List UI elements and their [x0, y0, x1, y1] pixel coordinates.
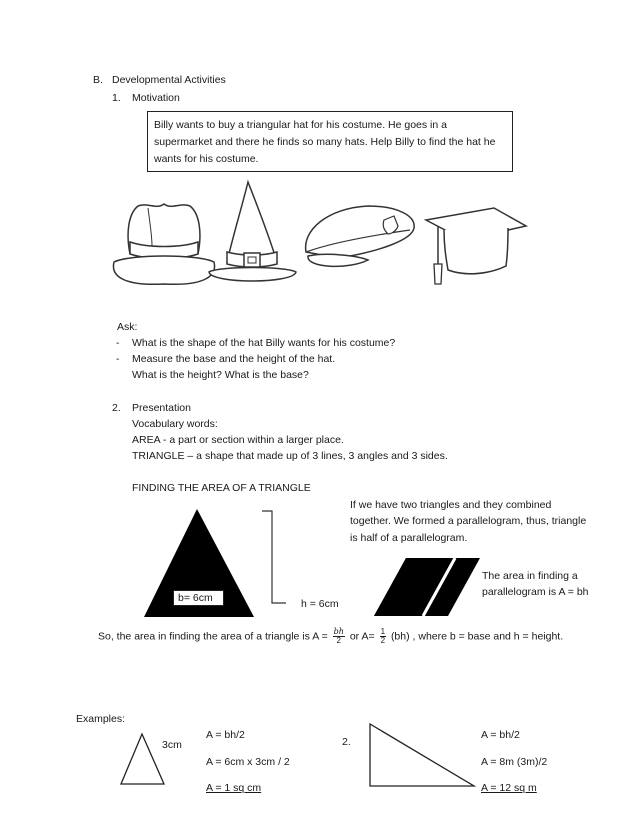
base-label: b= 6cm	[173, 590, 224, 606]
formula-suffix: (bh) , where b = base and h = height.	[390, 630, 564, 643]
motivation-title: Motivation	[132, 92, 180, 104]
vocab-label: Vocabulary words:	[132, 418, 218, 430]
section-heading: Developmental Activities	[112, 74, 226, 86]
parallelogram-figure	[372, 556, 487, 620]
presentation-title: Presentation	[132, 402, 191, 414]
witch-hat-icon	[205, 180, 300, 290]
example-1-side-label: 3cm	[162, 739, 182, 751]
example-1-answer: A = 1 sq cm	[206, 782, 262, 794]
formula-fraction-half: $\frac{1}{2}$	[380, 627, 386, 645]
formula-or: or A=	[349, 630, 375, 643]
formula-fraction-bh: $\frac{bh}{2}$	[333, 627, 344, 645]
ask-item-1: What is the shape of the hat Billy wants for his costume?	[132, 337, 396, 349]
presentation-marker: 2.	[112, 402, 121, 414]
story-box: Billy wants to buy a triangular hat for his costume. He goes in a supermarket and there he finds so many hats. Help Billy to find the hat he wants for his costume.	[147, 111, 513, 172]
police-cap-icon	[298, 200, 420, 272]
example-2-formula: A = bh/2	[481, 729, 520, 741]
area-definition: AREA - a part or section within a larger place.	[132, 434, 344, 446]
formula-prefix: So, the area in finding the area of a triangle is A =	[98, 630, 328, 643]
triangle-area-formula	[98, 628, 563, 645]
example-2-marker: 2.	[342, 736, 351, 748]
section-marker: B.	[93, 74, 103, 86]
ask-item-2: Measure the base and the height of the hat.	[132, 353, 336, 365]
finding-title: FINDING THE AREA OF A TRIANGLE	[132, 482, 311, 494]
ask-label: Ask:	[117, 321, 138, 333]
ask-bullet-1: -	[116, 337, 120, 349]
example-1-triangle	[118, 732, 168, 786]
example-1-substitution: A = 6cm x 3cm / 2	[206, 756, 290, 768]
ask-bullet-2: -	[116, 353, 120, 365]
height-label: h = 6cm	[301, 598, 339, 610]
example-1-formula: A = bh/2	[206, 729, 245, 741]
triangle-definition: TRIANGLE – a shape that made up of 3 lines, 3 angles and 3 sides.	[132, 450, 448, 462]
example-2-right-triangle	[368, 722, 476, 788]
combined-triangles-text: If we have two triangles and they combined together. We formed a parallelogram, thus, triangle is half of a parallelogram.	[350, 499, 587, 544]
example-2-substitution: A = 8m (3m)/2	[481, 756, 548, 768]
fedora-hat-icon	[108, 196, 220, 288]
graduation-cap-icon	[424, 206, 528, 294]
examples-label: Examples:	[76, 713, 126, 725]
motivation-marker: 1.	[112, 92, 121, 104]
parallelogram-area-text: The area in finding a parallelogram is A = bh	[482, 570, 589, 599]
ask-followup: What is the height? What is the base?	[132, 369, 309, 381]
example-2-answer: A = 12 sq m	[481, 782, 537, 794]
